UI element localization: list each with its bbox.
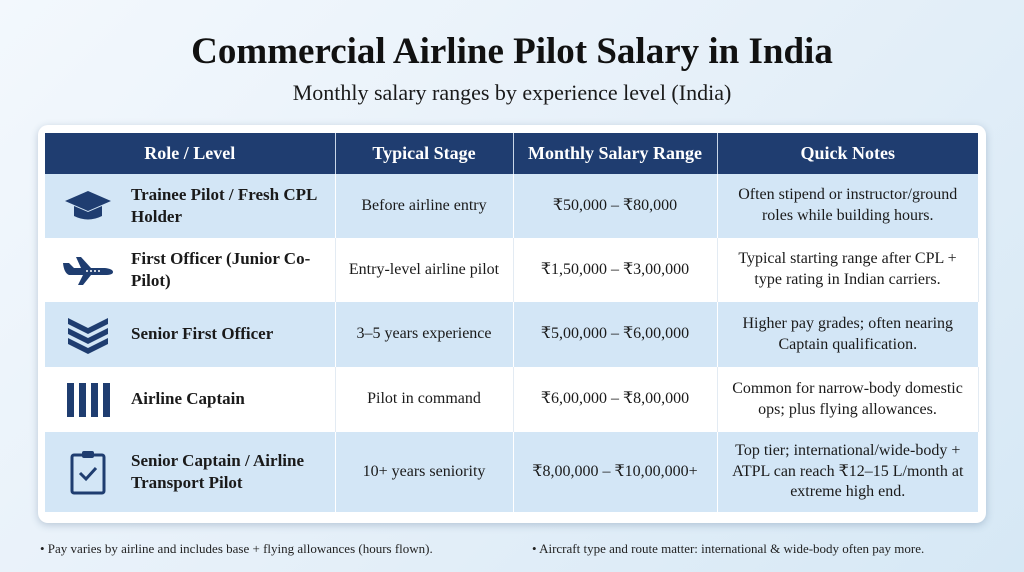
salary-cell: ₹1,50,000 – ₹3,00,000 [513, 238, 717, 302]
table-row [45, 432, 978, 512]
stage-cell: Before airline entry [335, 174, 513, 238]
salary-table [45, 133, 979, 512]
role-label: Airline Captain [131, 389, 245, 409]
header-salary: Monthly Salary Range [513, 133, 717, 174]
notes-cell: Often stipend or instructor/ground roles while building hours. [717, 174, 978, 238]
notes-cell: Typical starting range after CPL + type rating in Indian carriers. [717, 238, 978, 302]
role-label: Senior First Officer [131, 324, 274, 344]
footnote-pay: • Pay varies by airline and includes base + flying allowances (hours flown). [40, 541, 433, 556]
salary-cell: ₹5,00,000 – ₹6,00,000 [513, 302, 717, 367]
chevron-rank-icon [45, 316, 131, 354]
salary-cell: ₹50,000 – ₹80,000 [513, 174, 717, 238]
graduation-cap-icon [45, 189, 131, 223]
table-row [45, 174, 978, 238]
table-header-row [45, 133, 978, 174]
stage-cell: 3–5 years experience [335, 302, 513, 367]
footnote-aircraft: • Aircraft type and route matter: international & wide-body often pay more. [532, 541, 925, 556]
role-label: Trainee Pilot / Fresh CPL Holder [131, 184, 317, 226]
clipboard-check-icon [45, 449, 131, 495]
page-title: Commercial Airline Pilot Salary in India [191, 31, 833, 72]
header-role: Role / Level [45, 133, 335, 174]
salary-cell: ₹8,00,000 – ₹10,00,000+ [513, 432, 717, 512]
header-notes: Quick Notes [717, 133, 978, 174]
four-stripes-icon [45, 383, 131, 417]
table-row [45, 238, 978, 302]
role-label: Senior Captain / Airline Transport Pilot [131, 450, 305, 492]
airplane-icon [45, 253, 131, 287]
notes-cell: Common for narrow-body domestic ops; plus flying allowances. [717, 367, 978, 432]
page-subtitle: Monthly salary ranges by experience level (India) [292, 80, 732, 105]
notes-cell: Top tier; international/wide-body + ATPL can reach ₹12–15 L/month at extreme high end. [717, 432, 978, 512]
table-row [45, 302, 978, 367]
header-stage: Typical Stage [335, 133, 513, 174]
stage-cell: Entry-level airline pilot [335, 238, 513, 302]
salary-cell: ₹6,00,000 – ₹8,00,000 [513, 367, 717, 432]
notes-cell: Higher pay grades; often nearing Captain qualification. [717, 302, 978, 367]
stage-cell: 10+ years seniority [335, 432, 513, 512]
table-row [45, 367, 978, 432]
role-label: First Officer (Junior Co-Pilot) [131, 248, 311, 290]
stage-cell: Pilot in command [335, 367, 513, 432]
